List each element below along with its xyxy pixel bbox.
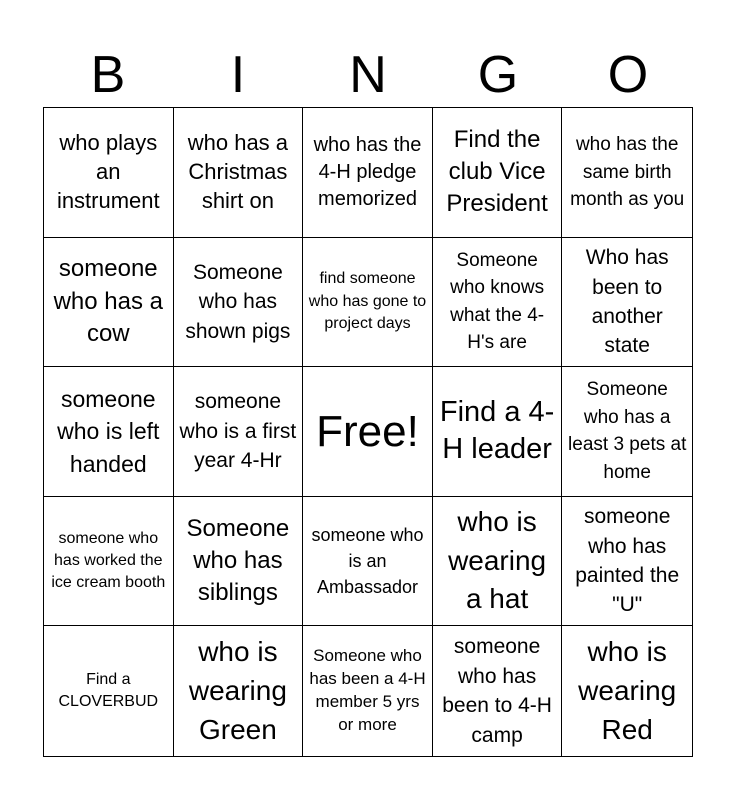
bingo-cell[interactable]: who has the same birth month as you <box>562 108 692 238</box>
bingo-cell[interactable]: someone who is a first year 4-Hr <box>174 367 304 497</box>
bingo-cell[interactable]: who plays an instrument <box>44 108 174 238</box>
bingo-cell[interactable]: Find a 4-H leader <box>433 367 563 497</box>
bingo-cell[interactable]: find someone who has gone to project days <box>303 238 433 368</box>
bingo-cell[interactable]: someone who has worked the ice cream booth <box>44 497 174 627</box>
bingo-cell[interactable]: who is wearing a hat <box>433 497 563 627</box>
bingo-cell[interactable]: Find a CLOVERBUD <box>44 626 174 756</box>
bingo-cell[interactable]: Who has been to another state <box>562 238 692 368</box>
bingo-grid <box>43 107 693 757</box>
bingo-cell[interactable]: who has a Christmas shirt on <box>174 108 304 238</box>
bingo-cell[interactable]: who has the 4-H pledge memorized <box>303 108 433 238</box>
bingo-cell[interactable]: someone who is an Ambassador <box>303 497 433 627</box>
header-letter-o: O <box>607 46 649 104</box>
bingo-cell[interactable]: Someone who has shown pigs <box>174 238 304 368</box>
bingo-cell[interactable]: who is wearing Green <box>174 626 304 756</box>
bingo-cell[interactable]: someone who has painted the "U" <box>562 497 692 627</box>
bingo-cell[interactable]: Someone who knows what the 4-H's are <box>433 238 563 368</box>
bingo-cell[interactable]: someone who has a cow <box>44 238 174 368</box>
bingo-cell[interactable]: Find the club Vice President <box>433 108 563 238</box>
bingo-cell[interactable]: Someone who has siblings <box>174 497 304 627</box>
bingo-cell[interactable]: someone who has been to 4-H camp <box>433 626 563 756</box>
free-space[interactable]: Free! <box>303 367 433 497</box>
header-letter-b: B <box>90 46 126 104</box>
header-letter-i: I <box>230 46 246 104</box>
header-letter-g: G <box>477 46 519 104</box>
header-letter-n: N <box>349 46 387 104</box>
bingo-cell[interactable]: who is wearing Red <box>578 636 677 745</box>
bingo-cell[interactable]: someone who is left handed <box>44 367 174 497</box>
bingo-cell[interactable]: Someone who has a least 3 pets at home <box>562 367 692 497</box>
bingo-header <box>43 44 693 106</box>
bingo-cell[interactable]: Someone who has been a 4-H member 5 yrs or more <box>303 626 433 756</box>
